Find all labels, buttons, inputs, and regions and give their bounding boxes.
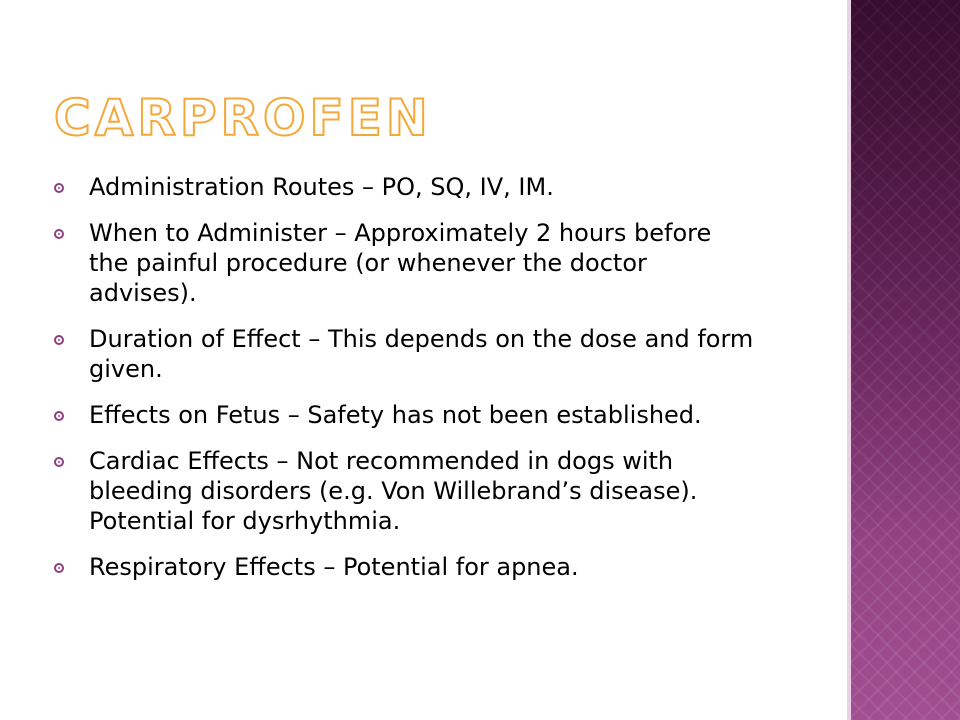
bullet-text: Respiratory Effects – Potential for apnea. bbox=[89, 553, 579, 581]
bullet-text: When to Administer – Approximately 2 hours before the painful procedure (or whenever the doctor advises). bbox=[89, 219, 712, 307]
bullet-item-cardiac-effects bbox=[54, 446, 754, 536]
slide-title: CARPROFEN bbox=[54, 89, 432, 147]
bullet-item-duration-of-effect bbox=[54, 324, 754, 384]
circle-bullet-icon bbox=[54, 335, 64, 345]
bullet-text: Administration Routes – PO, SQ, IV, IM. bbox=[89, 173, 554, 201]
bullet-item-respiratory-effects bbox=[54, 552, 754, 582]
circle-bullet-icon bbox=[54, 183, 64, 193]
circle-bullet-icon bbox=[54, 563, 64, 573]
bullet-item-effects-on-fetus bbox=[54, 400, 754, 430]
bullet-text: Effects on Fetus – Safety has not been established. bbox=[89, 401, 702, 429]
bullet-item-when-to-administer bbox=[54, 218, 754, 308]
circle-bullet-icon bbox=[54, 229, 64, 239]
bullet-list bbox=[54, 172, 754, 598]
bullet-text: Cardiac Effects – Not recommended in dogs with bleeding disorders (e.g. Von Willebrand’s disease). Potential for dysrhythmia. bbox=[89, 447, 698, 535]
circle-bullet-icon bbox=[54, 411, 64, 421]
bullet-item-administration-routes bbox=[54, 172, 754, 202]
circle-bullet-icon bbox=[54, 457, 64, 467]
bullet-text: Duration of Effect – This depends on the dose and form given. bbox=[89, 325, 754, 383]
decorative-side-panel bbox=[851, 0, 960, 720]
